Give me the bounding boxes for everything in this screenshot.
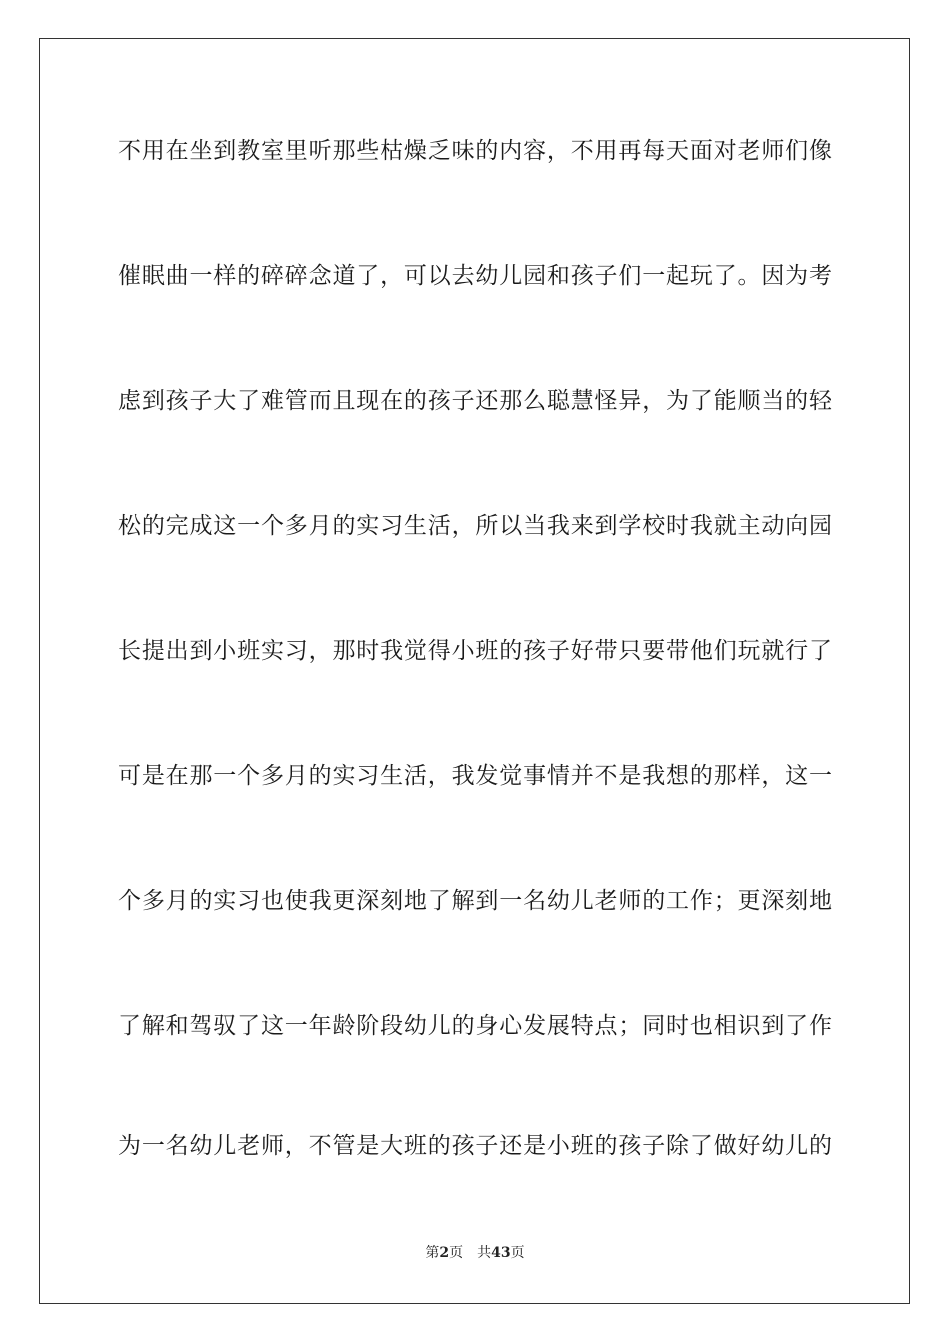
page-border <box>39 38 910 1304</box>
body-text-line-2: 催眠曲一样的碎碎念道了，可以去幼儿园和孩子们一起玩了。因为考 <box>118 263 832 289</box>
body-text-line-8: 了解和驾驭了这一年龄阶段幼儿的身心发展特点；同时也相识到了作 <box>118 1013 832 1039</box>
body-text-line-7: 个多月的实习也使我更深刻地了解到一名幼儿老师的工作；更深刻地 <box>118 888 832 914</box>
body-text-line-9: 为一名幼儿老师，不管是大班的孩子还是小班的孩子除了做好幼儿的 <box>118 1133 832 1159</box>
page-prefix: 第 <box>425 1245 440 1261</box>
page-footer <box>0 1244 950 1262</box>
total-pages: 43 <box>491 1245 511 1261</box>
body-text-line-3: 虑到孩子大了难管而且现在的孩子还那么聪慧怪异，为了能顺当的轻 <box>118 388 832 414</box>
body-text-line-1: 不用在坐到教室里听那些枯燥乏味的内容，不用再每天面对老师们像 <box>118 138 832 164</box>
total-suffix: 页 <box>510 1245 525 1261</box>
page-suffix: 页 <box>449 1245 464 1261</box>
body-text-line-5: 长提出到小班实习，那时我觉得小班的孩子好带只要带他们玩就行了 <box>118 638 832 664</box>
body-text-line-4: 松的完成这一个多月的实习生活，所以当我来到学校时我就主动向园 <box>118 513 832 539</box>
page-number: 2 <box>439 1245 450 1261</box>
body-text-line-6: 可是在那一个多月的实习生活，我发觉事情并不是我想的那样，这一 <box>118 763 832 789</box>
total-prefix: 共 <box>477 1245 492 1261</box>
